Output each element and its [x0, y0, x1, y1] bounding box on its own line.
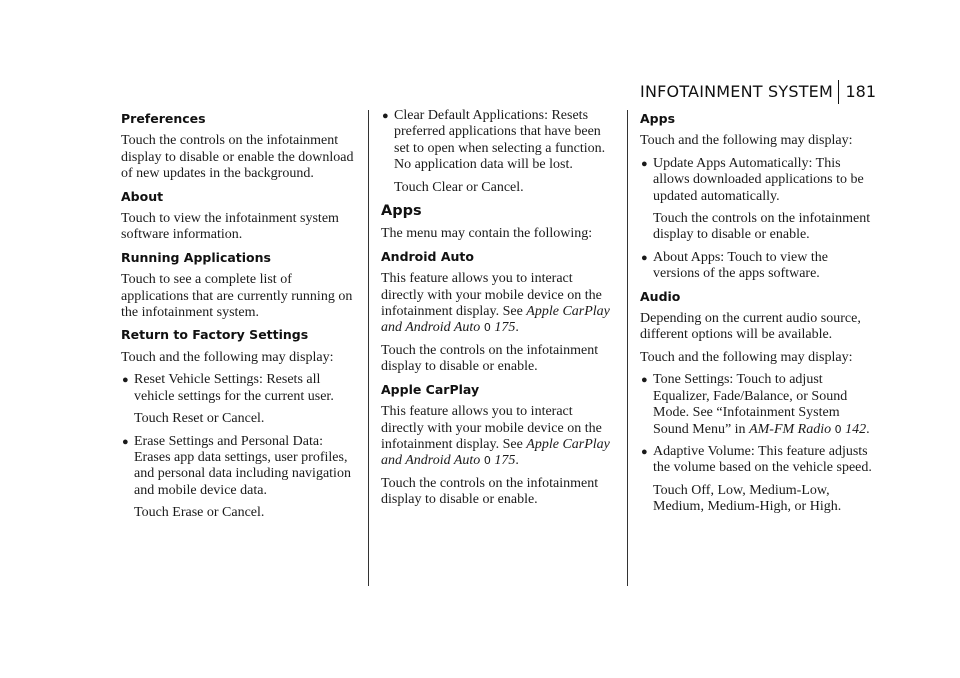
running-header-title: INFOTAINMENT SYSTEM — [640, 82, 833, 101]
column-1 — [121, 108, 357, 528]
factory-settings-heading: Return to Factory Settings — [121, 327, 309, 343]
erase-action-text: Touch Erase or Cancel. — [134, 505, 265, 521]
clear-action-text: Touch Clear or Cancel. — [394, 179, 524, 195]
list-item — [121, 434, 357, 500]
audio-list — [640, 372, 876, 476]
android-auto-enable-text: Touch the controls on the infotainment display to disable or enable. — [381, 342, 599, 375]
apps-intro-text: Touch and the following may display: — [640, 133, 853, 149]
android-auto-text: This feature allows you to interact directly with your mobile device on the infotainment display. See Apple CarPlay and Android Auto 0 175. — [381, 271, 610, 336]
audio-heading: Audio — [640, 288, 681, 304]
column-divider-1 — [368, 110, 369, 586]
apple-carplay-enable-text: Touch the controls on the infotainment display to disable or enable. — [381, 475, 599, 508]
audio-intro-text: Touch and the following may display: — [640, 349, 853, 365]
header-divider — [838, 80, 839, 104]
bullet-icon: ● — [641, 251, 648, 264]
preferences-heading: Preferences — [121, 111, 206, 126]
apps-list-2 — [640, 250, 876, 283]
about-apps-text: About Apps: Touch to view the versions of the apps software. — [653, 249, 828, 282]
adaptive-volume-text: Adaptive Volume: This feature adjusts the volume based on the vehicle speed. — [653, 443, 872, 476]
factory-settings-intro: Touch and the following may display: — [121, 349, 334, 365]
list-item — [381, 108, 617, 174]
page-reference-icon: 0 — [483, 454, 491, 468]
bullet-icon: ● — [382, 110, 389, 122]
page-reference-icon: 0 — [834, 422, 842, 436]
list-item — [640, 250, 876, 283]
preferences-text: Touch the controls on the infotainment display to disable or enable the download of new updates in the background. — [121, 133, 354, 182]
update-apps-text: Update Apps Automatically: This allows downloaded applications to be updated automatically. — [653, 155, 864, 204]
erase-settings-text: Erase Settings and Personal Data: Erases app data settings, user profiles, and personal data including navigation and mobile device data. — [134, 433, 351, 498]
running-applications-heading: Running Applications — [121, 249, 271, 265]
bullet-icon: ● — [122, 435, 129, 448]
adaptive-volume-action-text: Touch Off, Low, Medium-Low, Medium, Medium-High, or High. — [653, 482, 842, 515]
am-fm-radio-cross-reference-link[interactable]: AM-FM Radio — [749, 421, 832, 437]
column-3 — [640, 108, 876, 522]
android-auto-heading: Android Auto — [381, 248, 474, 264]
android-auto-page-ref[interactable]: 175 — [494, 320, 516, 336]
tone-settings-text: Tone Settings: Touch to adjust Equalizer, Fade/Balance, or Sound Mode. See “Infotainment System Sound Menu” in — [653, 372, 848, 437]
bullet-icon: ● — [122, 374, 129, 387]
list-item — [640, 156, 876, 205]
update-apps-action-text: Touch the controls on the infotainment display to disable or enable. — [653, 211, 871, 243]
bullet-icon: ● — [641, 157, 648, 170]
apple-carplay-heading: Apple CarPlay — [381, 381, 480, 397]
apps-heading: Apps — [640, 111, 676, 126]
factory-settings-list-2 — [121, 434, 357, 500]
apple-carplay-cross-reference-link[interactable]: Apple CarPlay and Android Auto — [381, 436, 610, 469]
page-number: 181 — [845, 82, 876, 101]
apps-section-heading: Apps — [381, 203, 422, 220]
list-item — [640, 444, 876, 477]
bullet-icon: ● — [641, 445, 648, 458]
factory-settings-list — [121, 372, 357, 405]
apple-carplay-page-ref[interactable]: 175 — [494, 453, 516, 469]
running-applications-text: Touch to see a complete list of applications that are currently running on the infotainment system. — [121, 272, 353, 321]
bullet-icon: ● — [641, 374, 648, 387]
clear-defaults-list — [381, 108, 617, 174]
about-heading: About — [121, 188, 164, 204]
apps-list — [640, 156, 876, 205]
column-divider-2 — [627, 110, 628, 586]
am-fm-radio-page-ref[interactable]: 142 — [845, 421, 867, 437]
apple-carplay-text: This feature allows you to interact directly with your mobile device on the infotainment display. See Apple CarPlay and Android Auto 0 175. — [381, 404, 610, 469]
apps-intro: The menu may contain the following: — [381, 226, 593, 242]
android-auto-cross-reference-link[interactable]: Apple CarPlay and Android Auto — [381, 304, 610, 336]
page-reference-icon: 0 — [483, 321, 491, 335]
column-2 — [381, 108, 617, 515]
list-item: ● Tone Settings: Touch to adjust Equalizer, Fade/Balance, or Sound Mode. See “Infotainment System Sound Menu” in AM-FM Radio 0 142. — [641, 372, 870, 437]
list-item — [121, 372, 357, 405]
reset-vehicle-settings-text: Reset Vehicle Settings: Resets all vehicle settings for the current user. — [134, 372, 334, 404]
audio-text: Depending on the current audio source, different options will be available. — [640, 311, 861, 343]
about-text: Touch to view the infotainment system software information. — [121, 211, 339, 243]
reset-action-text: Touch Reset or Cancel. — [134, 411, 265, 427]
clear-default-applications-text: Clear Default Applications: Resets preferred applications that have been set to open when selecting a function. No application data will be lost. — [394, 108, 606, 173]
